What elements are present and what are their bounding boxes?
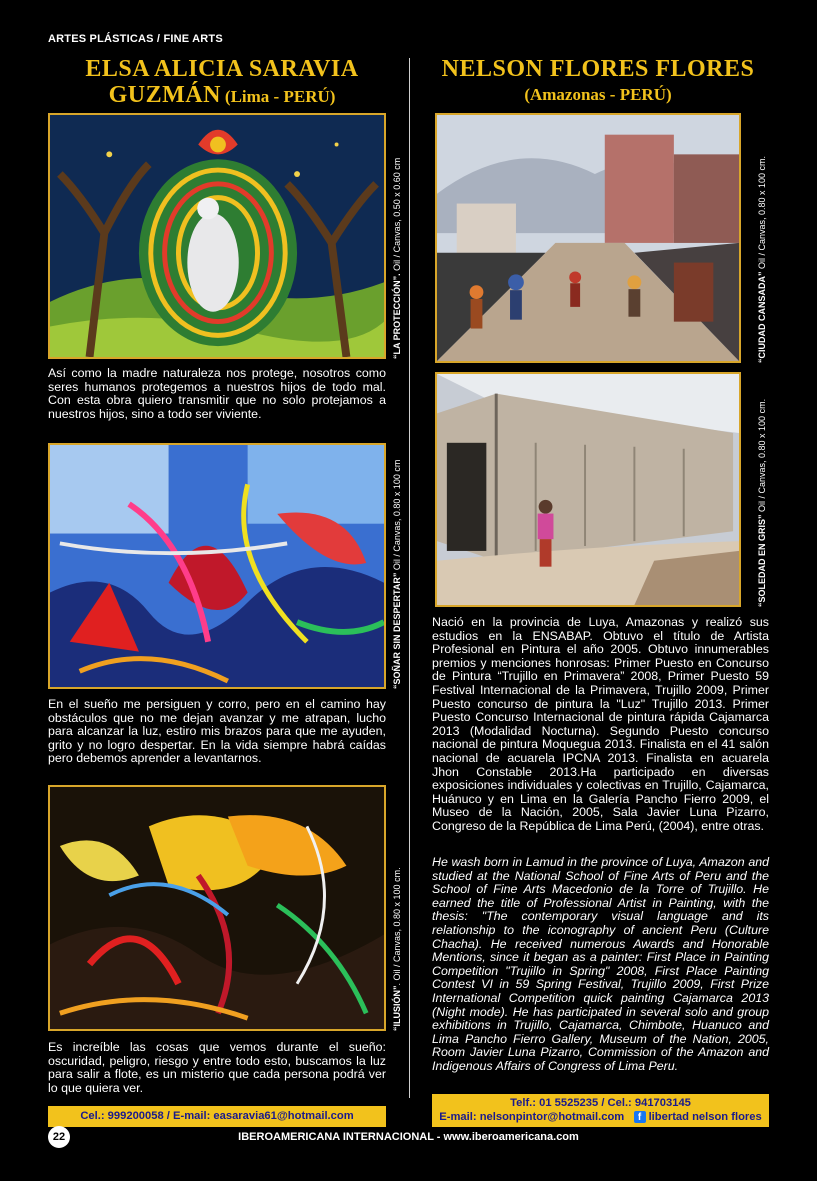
painting-description-la-proteccion: Así como la madre naturaleza nos protege, nosotros como seres humanos protegemos a nuestros hijos de todo mal. Con esta obra quiero transmitir que no solo protejamos a nuestros hijos, sino a todo ser viviente. bbox=[48, 366, 386, 421]
painting-technique: Oil / Canvas, 0.80 x 100 cm. bbox=[757, 398, 767, 515]
painting-caption-la-proteccion bbox=[392, 158, 402, 359]
section-label: ARTES PLÁSTICAS / FINE ARTS bbox=[48, 33, 223, 45]
facebook-icon: f bbox=[634, 1111, 646, 1123]
contact-phone: Telf.: 01 5525235 / Cel.: 941703145 bbox=[510, 1097, 691, 1109]
painting-la-proteccion bbox=[48, 113, 386, 359]
painting-caption-sonar-sin-despertar bbox=[392, 460, 402, 689]
artist-bio-english: He wash born in Lamud in the province of Luya, Amazon and studied at the National School of Fine Arts of Peru and the School of Fine Arts Macedonio de la Torre of Trujillo. He earned the title of Professional Artist in Painting, with the thesis: "The contemporary visual language and its relationship to the iconography of ancient Peru (Culture Chacha). He received numerous Awards and Honorable Mentions, since it began as a painter: First Place in Painting Competition "Trujillo in Spring" 2008, First Place Painting Contest VI in 59 Spring Festival, Trujillo 2009, First Prize International Competition quick painting Cajamarca 2013 (Night mode). He has participated in several solo and group exhibitions in Trujillo, Cajamarca, Chimbote, Huanuco and Lima Pancho Fierro Gallery, Museum of the Nation, 2005, Room Javier Luna Pizarro, Commission of the Amazon and Indigenous Affairs of Congress of Lima Peru. bbox=[432, 855, 769, 1073]
page-number: 22 bbox=[48, 1126, 70, 1148]
painting-technique: Oil / Canvas, 0.80 x 100 cm. bbox=[757, 155, 767, 272]
artist-location: (Lima - PERÚ) bbox=[224, 87, 336, 106]
contact-email-line bbox=[432, 1110, 769, 1124]
painting-technique: Oil / Canvas, 0.80 x 100 cm bbox=[392, 459, 402, 573]
contact-info: Cel.: 999200058 / E-mail: easaravia61@hotmail.com bbox=[80, 1110, 354, 1122]
painting-technique: . Oil / Canvas, 0.80 x 100 cm. bbox=[392, 867, 402, 986]
artist-name-line1: ELSA ALICIA SARAVIA bbox=[85, 56, 359, 82]
footer-text: IBEROAMERICANA INTERNACIONAL - www.iberoamericana.com bbox=[238, 1131, 579, 1143]
painting-title: “SOLEDAD EN GRIS” bbox=[757, 514, 767, 607]
column-divider bbox=[409, 58, 410, 1098]
contact-email: E-mail: nelsonpintor@hotmail.com bbox=[439, 1111, 625, 1123]
artist-name-line2: GUZMÁN bbox=[108, 82, 221, 108]
painting-sonar-sin-despertar bbox=[48, 443, 386, 689]
artist-bio-spanish: Nació en la provincia de Luya, Amazonas y realizó sus estudios en la ENSABAP. Obtuvo el título de Artista Profesional en Pintura el año 2005. Obtuvo innumerables premios y menciones honrosas: Primer Puesto en Concurso de Pintura “Trujillo en Primavera” 2008, Primer Puesto 59 Festival Internacional de la Primavera, Trujillo 2009, Primer Puesto concurso de pintura la "Luz" Trujillo 2013. Primer Puesto Concurso Internacional de pintura rápida Cajamarca 2013 (Modalidad Nocturna). Segundo Puesto concurso nacional de pintura Moquegua 2013. Finalista en el 41 salón nacional de acuarela IPCNA 2013. Finalista en acuarela Jhon Constable 2013.Ha participado en diversas exposiciones individuales y colectivas en Trujillo, Cajamarca, Huánuco y en Lima en la Galería Pancho Fierro 2009, el Museo de la Nación, 2005, Sala Javier Luna Pizarro, Congreso de la República de Lima Perú, (2004), entre otras. bbox=[432, 615, 769, 833]
artist-location: (Amazonas - PERÚ) bbox=[524, 85, 672, 104]
painting-caption-soledad-en-gris bbox=[757, 399, 767, 607]
artist-name-left bbox=[48, 56, 396, 111]
contact-bar-right bbox=[432, 1094, 769, 1127]
painting-description-ilusion: Es increíble las cosas que vemos durante el sueño: oscuridad, peligro, riesgo y entre todo esto, buscamos la luz para salir a flote, es un misterio que cada persona podrá ver lo que quiera ver. bbox=[48, 1040, 386, 1095]
contact-facebook: libertad nelson flores bbox=[648, 1111, 762, 1123]
painting-caption-ilusion bbox=[392, 867, 402, 1031]
painting-title: “CIUDAD CANSADA” bbox=[757, 271, 767, 363]
painting-soledad-en-gris bbox=[435, 372, 741, 607]
painting-title: “ILUSIÓN” bbox=[392, 985, 402, 1031]
painting-title: “SOÑAR SIN DESPERTAR” bbox=[392, 572, 402, 689]
contact-bar-left bbox=[48, 1106, 386, 1127]
artist-name-right bbox=[428, 56, 768, 108]
painting-technique: Oil / Canvas, 0.50 x 0.60 cm bbox=[392, 157, 402, 274]
painting-description-sonar-sin-despertar: En el sueño me persiguen y corro, pero en el camino hay obstáculos que no me dejan avanzar y me atrapan, lucho para alcanzar la luz, estiro mis brazos para que me ayuden, grito y no logro despertar. En la vida siempre habrá caídas pero debemos aprender a levantarnos. bbox=[48, 697, 386, 766]
painting-caption-ciudad-cansada bbox=[757, 156, 767, 363]
artist-name-line1: NELSON FLORES FLORES bbox=[441, 56, 755, 82]
painting-ciudad-cansada bbox=[435, 113, 741, 363]
painting-title: “LA PROTECCIÓN”. bbox=[392, 273, 402, 359]
painting-ilusion bbox=[48, 785, 386, 1031]
